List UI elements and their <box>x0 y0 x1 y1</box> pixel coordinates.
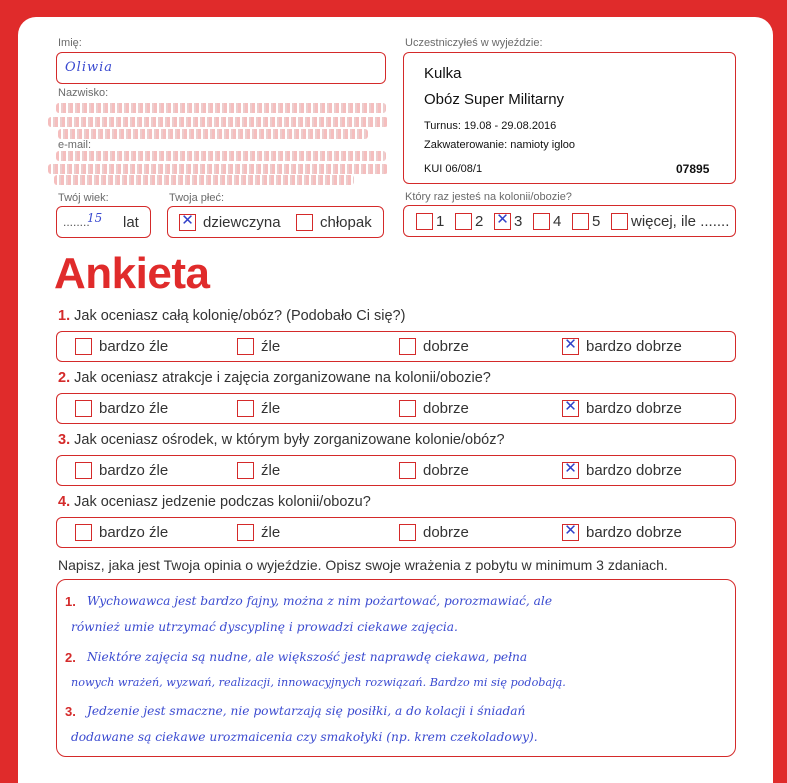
q4-checkbox-dobrze[interactable] <box>399 524 416 541</box>
q1-option-label: dobrze <box>423 338 469 355</box>
q4-option-label: źle <box>261 524 281 541</box>
surname-label: Nazwisko: <box>58 87 109 99</box>
essay-item-1-line-2: również umie utrzymać dyscyplinę i prowadzi ciekawe zajęcia. <box>71 620 458 634</box>
age-value: 15 <box>87 211 103 225</box>
name-label: Imię: <box>58 37 82 49</box>
age-field[interactable] <box>56 206 151 238</box>
question-1-options <box>56 331 736 362</box>
q1-checkbox-bardzo-dobrze[interactable]: ✕ <box>562 338 579 355</box>
question-2-number: 2. <box>58 370 71 386</box>
gender-option-girl: dziewczyna <box>203 214 281 231</box>
gender-field <box>167 206 384 238</box>
q2-option-label: bardzo źle <box>99 400 169 417</box>
q1-checkbox-dobrze[interactable] <box>399 338 416 355</box>
q4-option-label: dobrze <box>423 524 469 541</box>
essay-box[interactable] <box>56 579 736 757</box>
participant-label: Uczestniczyłeś w wyjeździe: <box>405 37 543 49</box>
q2-option-label: dobrze <box>423 400 469 417</box>
times-option-4: 4 <box>553 213 562 230</box>
q2-option-label: bardzo dobrze <box>586 400 682 417</box>
times-option-more: więcej, ile ....... <box>631 213 730 230</box>
essay-prompt: Napisz, jaka jest Twoja opinia o wyjeździe. Opisz swoje wrażenia z pobytu w minimum 3 zdaniach. <box>58 557 668 573</box>
q2-checkbox-bardzo-dobrze[interactable]: ✕ <box>562 400 579 417</box>
q3-checkbox-zle[interactable] <box>237 462 254 479</box>
q1-checkbox-zle[interactable] <box>237 338 254 355</box>
q2-checkbox-zle[interactable] <box>237 400 254 417</box>
gender-checkbox-girl[interactable]: ✕ <box>179 214 196 231</box>
q4-checkbox-bardzo-zle[interactable] <box>75 524 92 541</box>
q2-option-label: źle <box>261 400 281 417</box>
essay-item-3-line-1: Jedzenie jest smaczne, nie powtarzają się posiłki, a do kolacji i śniadań <box>87 704 526 718</box>
age-label: Twój wiek: <box>58 192 109 204</box>
times-checkbox-more[interactable] <box>611 213 628 230</box>
q4-option-label: bardzo źle <box>99 524 169 541</box>
q1-checkbox-bardzo-zle[interactable] <box>75 338 92 355</box>
q3-checkbox-bardzo-zle[interactable] <box>75 462 92 479</box>
question-4-options <box>56 517 736 548</box>
q4-checkbox-bardzo-dobrze[interactable]: ✕ <box>562 524 579 541</box>
essay-item-3-line-2: dodawane są ciekawe urozmaicenia czy smakołyki (np. krem czekoladowy). <box>71 730 538 744</box>
participant-code: KUI 06/08/1 <box>424 163 483 175</box>
q3-checkbox-dobrze[interactable] <box>399 462 416 479</box>
times-label: Który raz jesteś na kolonii/obozie? <box>405 191 572 203</box>
gender-checkbox-boy[interactable] <box>296 214 313 231</box>
q2-checkbox-bardzo-zle[interactable] <box>75 400 92 417</box>
name-value: Oliwia <box>65 60 114 75</box>
q4-option-label: bardzo dobrze <box>586 524 682 541</box>
q3-option-label: bardzo dobrze <box>586 462 682 479</box>
essay-item-2-line-2: nowych wrażeń, wyzwań, realizacji, innowacyjnych rozwiązań. Bardzo mi się podobają. <box>71 676 566 689</box>
q3-option-label: źle <box>261 462 281 479</box>
question-1-label: Jak oceniasz całą kolonię/obóz? (Podobało Ci się?) <box>74 308 406 324</box>
q1-option-label: bardzo źle <box>99 338 169 355</box>
times-checkbox-5[interactable] <box>572 213 589 230</box>
q3-option-label: bardzo źle <box>99 462 169 479</box>
times-option-3: 3 <box>514 213 523 230</box>
times-checkbox-2[interactable] <box>455 213 472 230</box>
survey-form <box>18 17 773 783</box>
gender-label: Twoja płeć: <box>169 192 225 204</box>
q4-checkbox-zle[interactable] <box>237 524 254 541</box>
essay-item-1-number: 1. <box>65 594 76 609</box>
essay-item-2-line-1: Niektóre zajęcia są nudne, ale większość jest naprawdę ciekawa, pełna <box>87 650 528 664</box>
participant-accommodation: Zakwaterowanie: namioty igloo <box>424 139 576 151</box>
question-3-label: Jak oceniasz ośrodek, w którym były zorganizowane kolonie/obóz? <box>74 432 505 448</box>
surname-redacted <box>48 99 393 144</box>
participant-group: Kulka <box>424 65 462 82</box>
times-checkbox-4[interactable] <box>533 213 550 230</box>
question-4-label: Jak oceniasz jedzenie podczas kolonii/obozu? <box>74 494 371 510</box>
age-unit: lat <box>123 214 139 231</box>
question-2-label: Jak oceniasz atrakcje i zajęcia zorganizowane na kolonii/obozie? <box>74 370 491 386</box>
essay-item-2-number: 2. <box>65 650 76 665</box>
question-1-number: 1. <box>58 308 71 324</box>
q3-checkbox-bardzo-dobrze[interactable]: ✕ <box>562 462 579 479</box>
participant-camp: Obóz Super Militarny <box>424 91 565 108</box>
question-3-number: 3. <box>58 432 71 448</box>
participant-term: Turnus: 19.08 - 29.08.2016 <box>424 120 557 132</box>
times-checkbox-3[interactable]: ✕ <box>494 213 511 230</box>
times-checkbox-1[interactable] <box>416 213 433 230</box>
times-option-2: 2 <box>475 213 484 230</box>
question-4-number: 4. <box>58 494 71 510</box>
q1-option-label: bardzo dobrze <box>586 338 682 355</box>
question-3-options <box>56 455 736 486</box>
participant-box <box>403 52 736 184</box>
essay-item-1-line-1: Wychowawca jest bardzo fajny, można z nim pożartować, porozmawiać, ale <box>87 594 553 608</box>
times-option-1: 1 <box>436 213 445 230</box>
name-field[interactable] <box>56 52 386 84</box>
question-2-options <box>56 393 736 424</box>
page-title: Ankieta <box>54 249 210 298</box>
participant-number: 07895 <box>676 162 710 176</box>
essay-item-3-number: 3. <box>65 704 76 719</box>
q3-option-label: dobrze <box>423 462 469 479</box>
email-redacted <box>48 147 393 187</box>
q2-checkbox-dobrze[interactable] <box>399 400 416 417</box>
q1-option-label: źle <box>261 338 281 355</box>
gender-option-boy: chłopak <box>320 214 372 231</box>
times-field <box>403 205 736 237</box>
email-label: e-mail: <box>58 139 92 151</box>
age-dots: ........ <box>63 215 90 229</box>
times-option-5: 5 <box>592 213 601 230</box>
